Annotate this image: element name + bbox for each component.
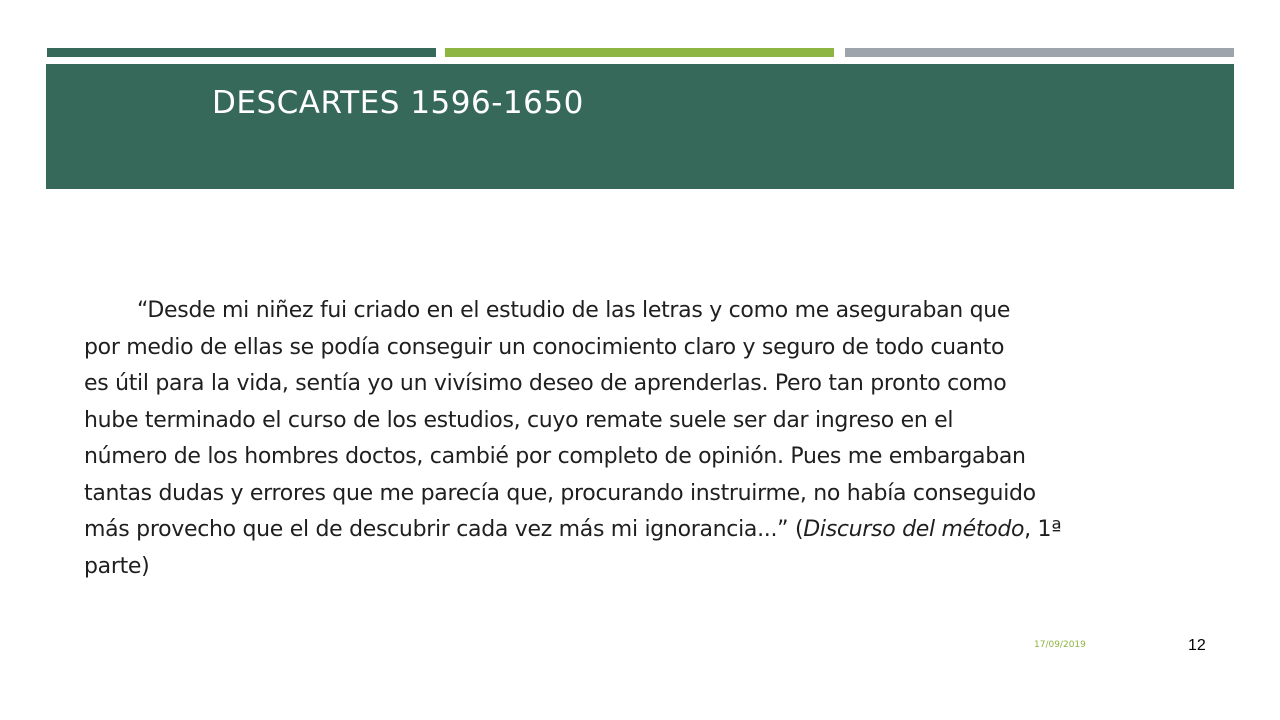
title-band	[46, 64, 1234, 189]
page-number: 12	[1188, 637, 1206, 654]
quote-line: más provecho que el de descubrir cada vez más mi ignorancia...” (	[84, 517, 804, 542]
citation-tail: , 1ª	[1024, 517, 1062, 542]
accent-bar-light-green	[445, 48, 834, 57]
quote-line-with-citation	[84, 512, 1234, 549]
accent-bar-dark-green	[47, 48, 436, 57]
quote-line: es útil para la vida, sentía yo un vivísimo deseo de aprenderlas. Pero tan pronto como	[84, 371, 1007, 396]
quote-line: parte)	[84, 553, 150, 579]
citation-work-title: Discurso del método	[803, 517, 1025, 542]
quote-line: “Desde mi niñez fui criado en el estudio de las letras y como me aseguraban que	[137, 298, 1011, 323]
quote-text	[84, 293, 1234, 585]
footer-date: 17/09/2019	[1034, 640, 1086, 650]
quote-line: hube terminado el curso de los estudios, cuyo remate suele ser dar ingreso en el	[84, 407, 954, 433]
quote-line: número de los hombres doctos, cambié por completo de opinión. Pues me embargaban	[84, 444, 1026, 469]
quote-line: tantas dudas y errores que me parecía que, procurando instruirme, no había conseguido	[84, 480, 1036, 506]
slide-title: DESCARTES 1596-1650	[212, 85, 584, 121]
quote-line: por medio de ellas se podía conseguir un conocimiento claro y seguro de todo cuanto	[84, 334, 1005, 360]
accent-bar-gray	[845, 48, 1234, 57]
